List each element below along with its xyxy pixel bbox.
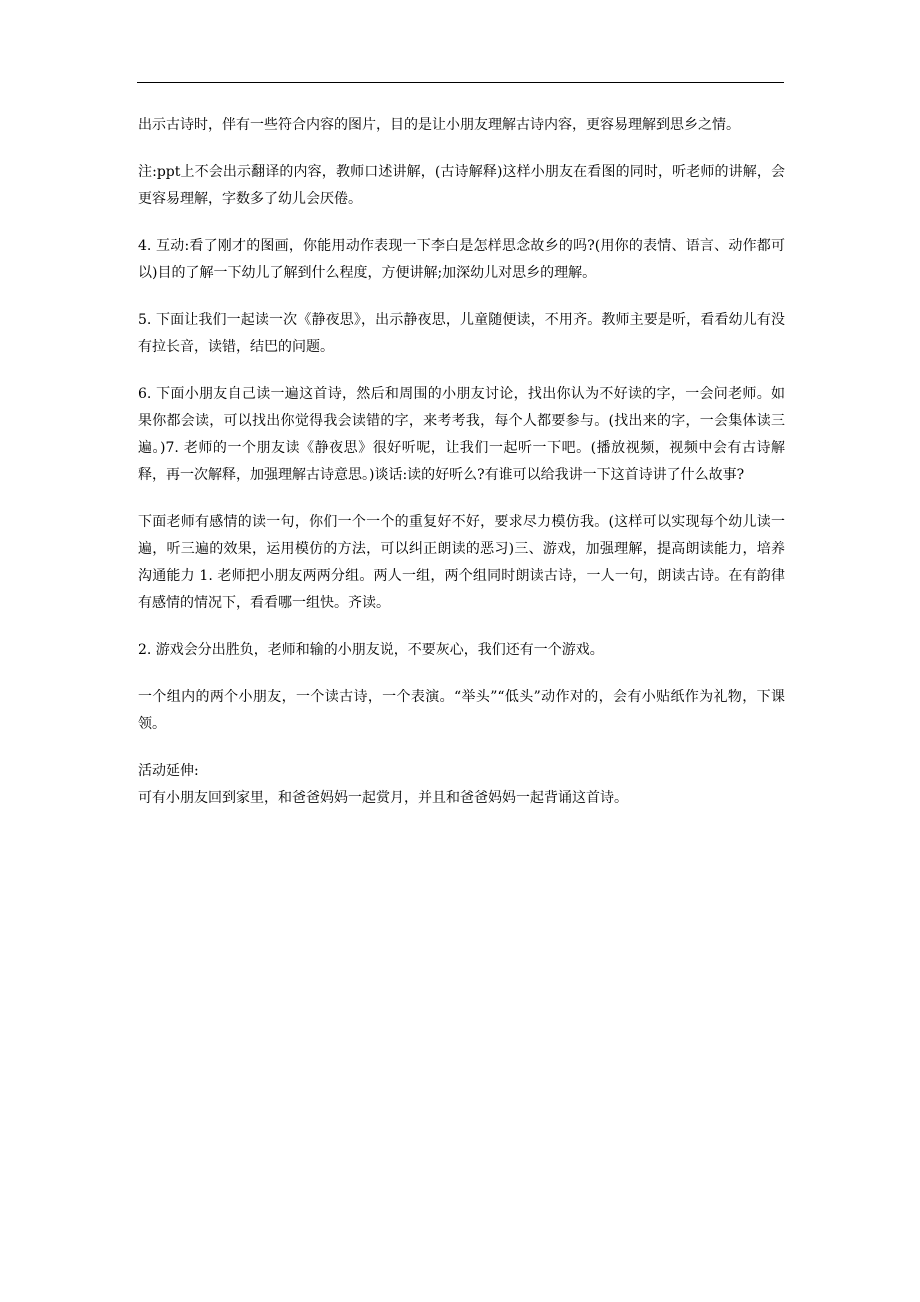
extension-heading: 活动延伸: bbox=[138, 763, 199, 779]
paragraph-note-ppt: 注:ppt上不会出示翻译的内容，教师口述讲解，(古诗解释)这样小朋友在看图的同时，听老师的讲解，会更容易理解，字数多了幼儿会厌倦。 bbox=[138, 164, 785, 207]
paragraph-step-4: 4. 互动:看了刚才的图画，你能用动作表现一下李白是怎样思念故乡的吗?(用你的表情、语言、动作都可以)目的了解一下幼儿了解到什么程度，方便讲解;加深幼儿对思乡的理解。 bbox=[138, 238, 785, 281]
paragraph-teacher-reading: 下面老师有感情的读一句，你们一个一个的重复好不好，要求尽力模仿我。(这样可以实现每个幼儿读一遍，听三遍的效果，运用模仿的方法，可以纠正朗读的恶习)三、游戏，加强理解，提高朗读能力，培养沟通能力 1. 老师把小朋友两两分组。两人一组，两个组同时朗读古诗，一人一句，朗读古诗。在有韵律有感情的情况下，看看哪一组快。齐读。 bbox=[138, 514, 785, 611]
paragraph-game-performance: 一个组内的两个小朋友，一个读古诗，一个表演。“举头”“低头”动作对的，会有小贴纸作为礼物，下课领。 bbox=[138, 689, 785, 732]
paragraph-step-6: 6. 下面小朋友自己读一遍这首诗，然后和周围的小朋友讨论，找出你认为不好读的字，一会问老师。如果你都会读，可以找出你觉得我会读错的字，来考考我，每个人都要参与。(找出来的字，一会集体读三遍。)7. 老师的一个朋友读《静夜思》很好听呢，让我们一起听一下吧。(播放视频，视频中会有古诗解释，再一次解释，加强理解古诗意思。)谈话:读的好听么?有谁可以给我讲一下这首诗讲了什么故事? bbox=[138, 386, 785, 483]
header-rule bbox=[137, 82, 784, 83]
paragraph-step-5: 5. 下面让我们一起读一次《静夜思》，出示静夜思，儿童随便读，不用齐。教师主要是听，看看幼儿有没有拉长音，读错，结巴的问题。 bbox=[138, 312, 785, 355]
paragraph-intro-pictures: 出示古诗时，伴有一些符合内容的图片，目的是让小朋友理解古诗内容，更容易理解到思乡之情。 bbox=[138, 117, 740, 133]
extension-text: 可有小朋友回到家里，和爸爸妈妈一起赏月，并且和爸爸妈妈一起背诵这首诗。 bbox=[138, 790, 628, 806]
paragraph-game-result: 2. 游戏会分出胜负，老师和输的小朋友说，不要灰心，我们还有一个游戏。 bbox=[138, 642, 604, 658]
document-body bbox=[138, 112, 785, 812]
